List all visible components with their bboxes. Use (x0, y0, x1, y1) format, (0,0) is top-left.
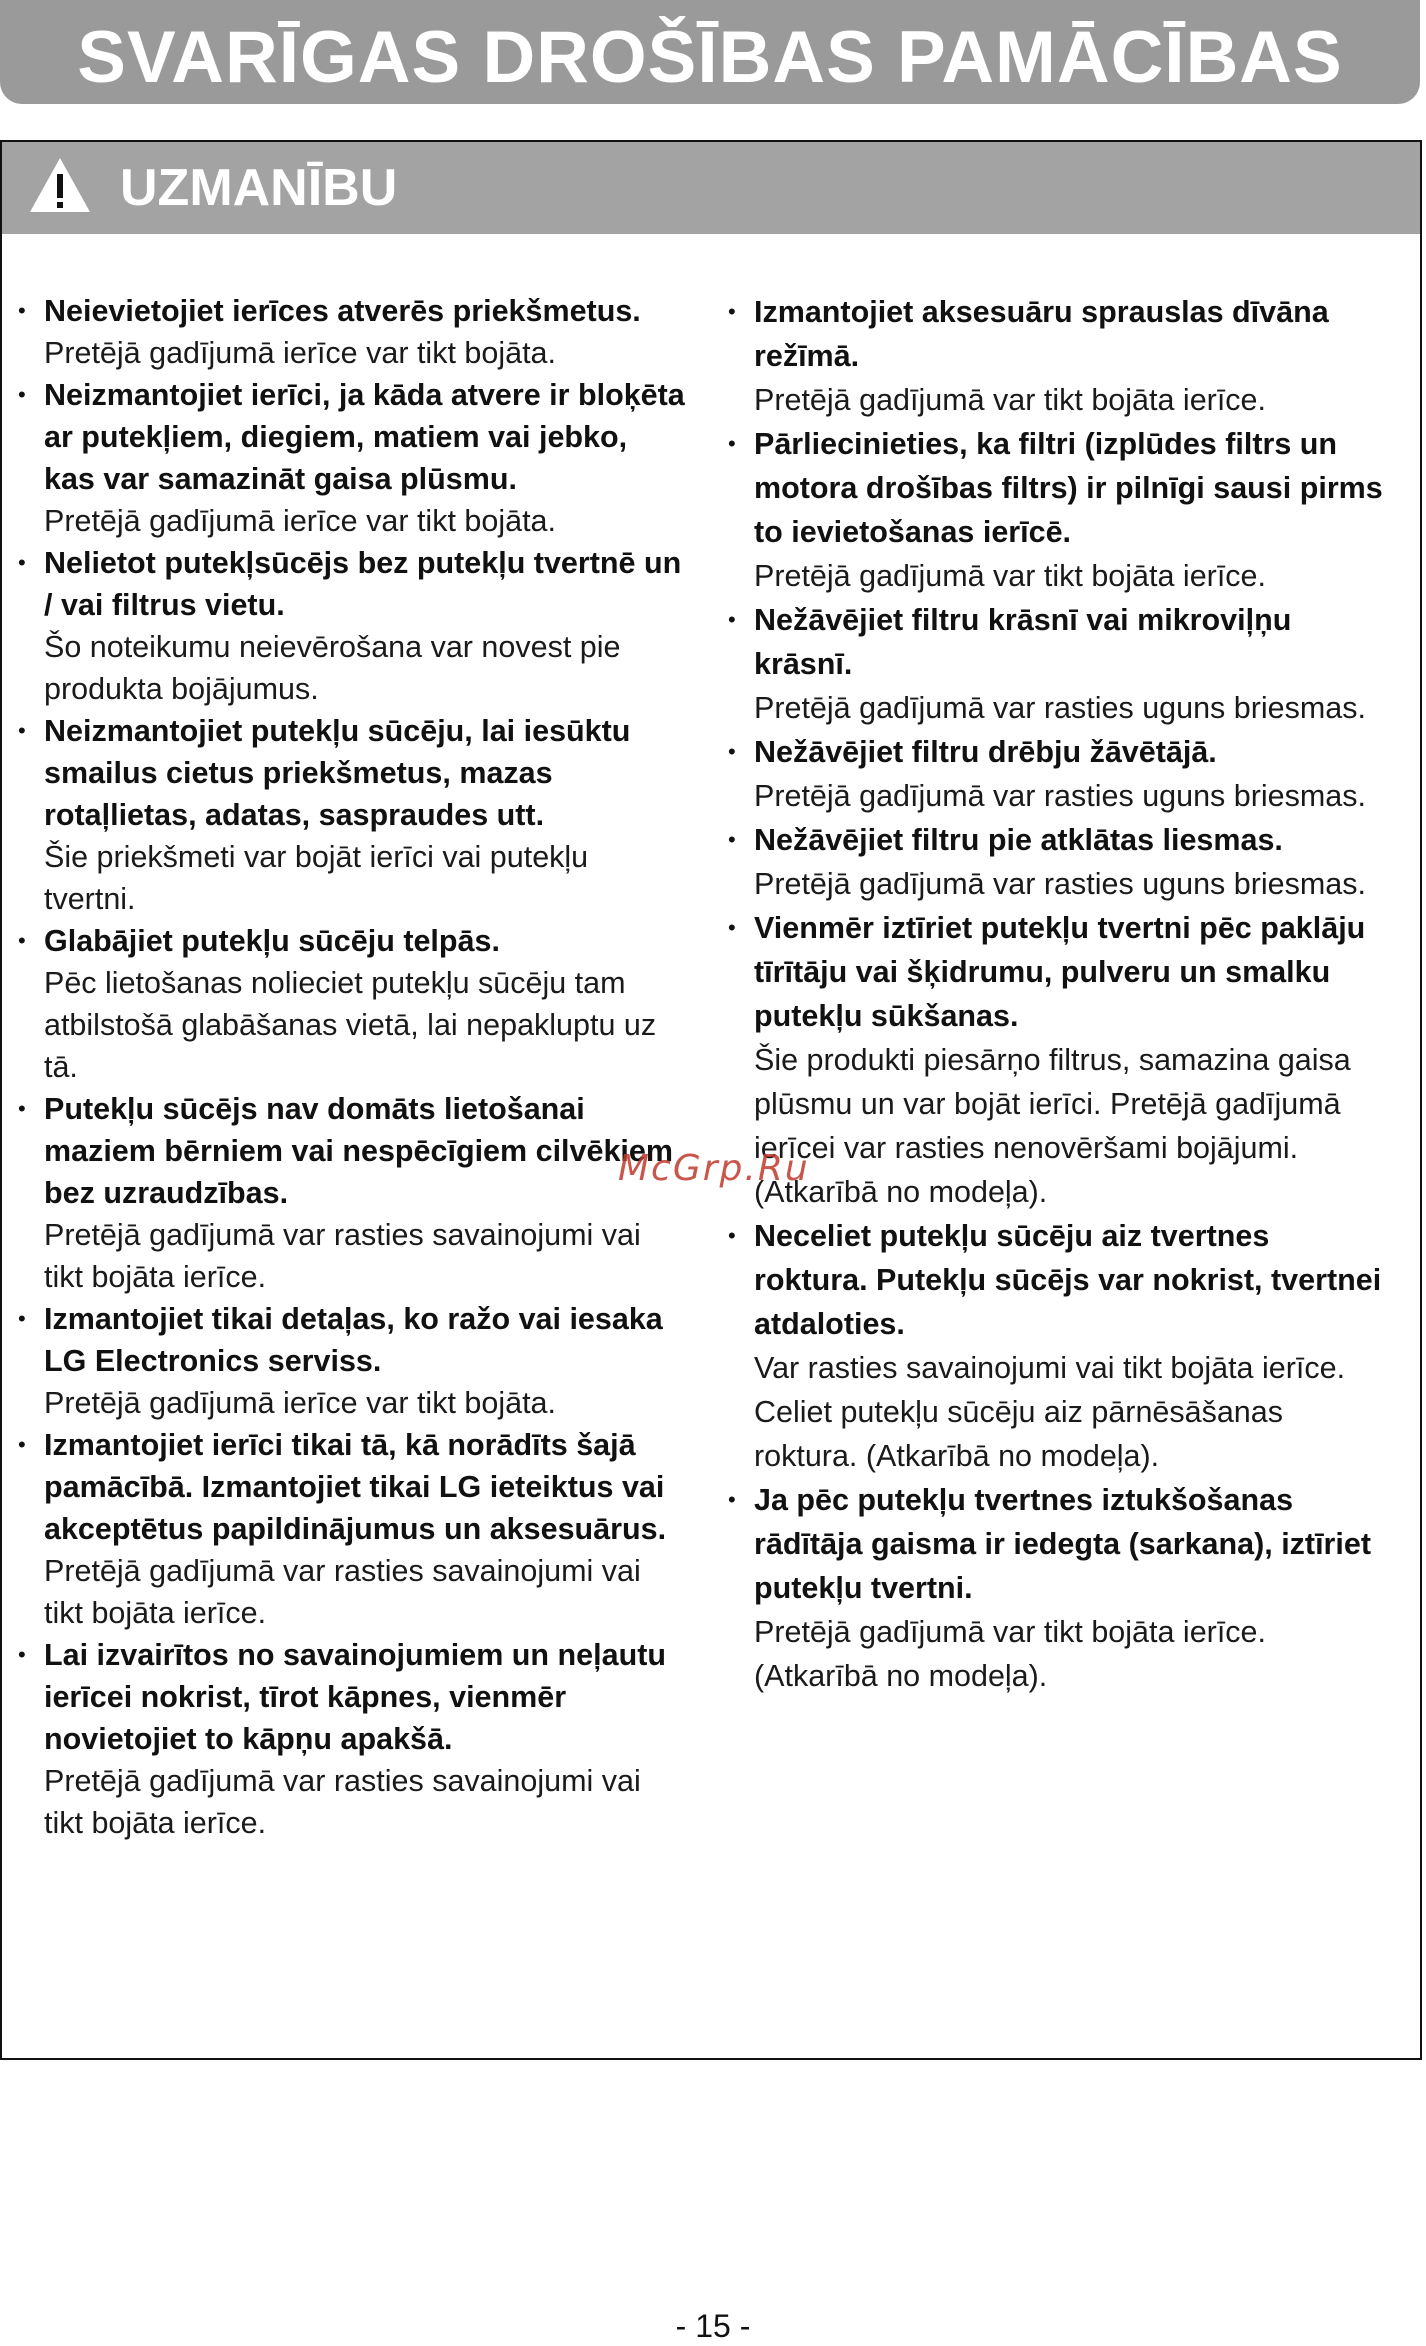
safety-item (18, 920, 686, 1088)
right-column (728, 290, 1388, 1698)
bullet-icon: • (18, 1306, 26, 1331)
safety-item-text: Pretējā gadījumā ierīce var tikt bojāta. (44, 504, 556, 538)
bullet-icon: • (18, 382, 26, 407)
bullet-icon: • (18, 1432, 26, 1457)
safety-item-title: Neizmantojiet putekļu sūcēju, lai iesūktu smailus cietus priekšmetus, mazas rotaļlietas, adatas, saspraudes utt. (44, 714, 631, 832)
safety-item (18, 1634, 686, 1844)
safety-item (18, 374, 686, 542)
safety-item-title: Glabājiet putekļu sūcēju telpās. (44, 924, 500, 958)
safety-item (18, 1424, 686, 1634)
bullet-icon: • (18, 718, 26, 743)
bullet-icon: • (728, 431, 736, 456)
safety-item-text: Var rasties savainojumi vai tikt bojāta ierīce. Celiet putekļu sūcēju aiz pārnēsāšanas roktura. (Atkarībā no modeļa). (754, 1351, 1346, 1473)
safety-item (18, 710, 686, 920)
bullet-icon: • (728, 1223, 736, 1248)
safety-item-text: Pretējā gadījumā var tikt bojāta ierīce. (Atkarībā no modeļa). (754, 1615, 1266, 1693)
bullet-icon: • (728, 1487, 736, 1512)
safety-item (18, 1298, 686, 1424)
safety-item-text: Pretējā gadījumā var rasties uguns briesmas. (754, 691, 1366, 725)
safety-item-title: Nežāvējiet filtru drēbju žāvētājā. (754, 735, 1217, 769)
safety-item (18, 290, 686, 374)
page-title: SVARĪGAS DROŠĪBAS PAMĀCĪBAS (77, 17, 1343, 98)
safety-item (18, 542, 686, 710)
page-number: - 15 - (675, 2308, 751, 2344)
bullet-icon: • (18, 298, 26, 323)
bullet-icon: • (728, 607, 736, 632)
bullet-icon: • (728, 739, 736, 764)
safety-item-text: Pretējā gadījumā ierīce var tikt bojāta. (44, 1386, 556, 1420)
safety-item-text: Šie priekšmeti var bojāt ierīci vai putekļu tvertni. (44, 840, 589, 916)
safety-item (728, 906, 1388, 1214)
safety-item-title: Putekļu sūcējs nav domāts lietošanai maziem bērniem vai nespēcīgiem cilvēkiem bez uzraudzības. (44, 1092, 673, 1210)
safety-item-title: Izmantojiet aksesuāru sprauslas dīvāna režīmā. (754, 295, 1329, 373)
caution-box (0, 140, 1422, 2060)
left-column (18, 290, 686, 1844)
safety-item (728, 598, 1388, 730)
safety-item-text: Pretējā gadījumā var rasties uguns briesmas. (754, 779, 1366, 813)
safety-item-text: Pretējā gadījumā var rasties savainojumi vai tikt bojāta ierīce. (44, 1764, 641, 1840)
caution-title: UZMANĪBU (120, 159, 398, 217)
safety-item (728, 1478, 1388, 1698)
safety-item (728, 818, 1388, 906)
safety-item-text: Pretējā gadījumā var rasties savainojumi vai tikt bojāta ierīce. (44, 1218, 641, 1294)
safety-item-text: Šo noteikumu neievērošana var novest pie produkta bojājumus. (44, 630, 621, 706)
bullet-icon: • (728, 299, 736, 324)
bullet-icon: • (728, 915, 736, 940)
safety-item-title: Nelietot putekļsūcējs bez putekļu tvertnē un / vai filtrus vietu. (44, 546, 682, 622)
safety-item-title: Lai izvairītos no savainojumiem un neļautu ierīcei nokrist, tīrot kāpnes, vienmēr novietojiet to kāpņu apakšā. (44, 1638, 666, 1756)
bullet-icon: • (18, 550, 26, 575)
safety-item-text: Pretējā gadījumā var tikt bojāta ierīce. (754, 383, 1266, 417)
safety-item (18, 1088, 686, 1298)
bullet-icon: • (728, 827, 736, 852)
bullet-icon: • (18, 1096, 26, 1121)
bullet-icon: • (18, 928, 26, 953)
warning-triangle-icon (28, 156, 92, 214)
safety-item-text: Pretējā gadījumā var rasties savainojumi vai tikt bojāta ierīce. (44, 1554, 641, 1630)
bullet-icon: • (18, 1642, 26, 1667)
safety-item-title: Izmantojiet tikai detaļas, ko ražo vai iesaka LG Electronics serviss. (44, 1302, 663, 1378)
safety-item-text: Šie produkti piesārņo filtrus, samazina gaisa plūsmu un var bojāt ierīci. Pretējā gadījumā ierīcei var rasties nenovēršami bojājumi. (Atkarībā no modeļa). (754, 1043, 1351, 1209)
safety-item-title: Neceliet putekļu sūcēju aiz tvertnes roktura. Putekļu sūcējs var nokrist, tvertnei atdaloties. (754, 1219, 1382, 1341)
safety-item-title: Neizmantojiet ierīci, ja kāda atvere ir bloķēta ar putekļiem, diegiem, matiem vai jebko, kas var samazināt gaisa plūsmu. (44, 378, 685, 496)
safety-item (728, 422, 1388, 598)
safety-item-text: Pēc lietošanas nolieciet putekļu sūcēju tam atbilstošā glabāšanas vietā, lai nepakluptu uz tā. (44, 966, 657, 1084)
safety-item (728, 730, 1388, 818)
safety-item-title: Nežāvējiet filtru krāsnī vai mikroviļņu krāsnī. (754, 603, 1292, 681)
safety-item-title: Neievietojiet ierīces atverēs priekšmetus. (44, 294, 641, 328)
safety-item-title: Vienmēr iztīriet putekļu tvertni pēc paklāju tīrītāju vai šķidrumu, pulveru un smalku putekļu sūkšanas. (754, 911, 1366, 1033)
caution-header (2, 142, 1420, 234)
safety-item-title: Nežāvējiet filtru pie atklātas liesmas. (754, 823, 1283, 857)
safety-item-text: Pretējā gadījumā var rasties uguns briesmas. (754, 867, 1366, 901)
safety-item-title: Ja pēc putekļu tvertnes iztukšošanas rādītāja gaisma ir iedegta (sarkana), iztīriet putekļu tvertni. (754, 1483, 1372, 1605)
safety-item-text: Pretējā gadījumā ierīce var tikt bojāta. (44, 336, 556, 370)
safety-item (728, 290, 1388, 422)
watermark: McGrp.Ru (618, 1148, 810, 1189)
safety-item-title: Izmantojiet ierīci tikai tā, kā norādīts šajā pamācībā. Izmantojiet tikai LG ieteiktus vai akceptētus papildinājumus un aksesuārus. (44, 1428, 667, 1546)
safety-item-title: Pārliecinieties, ka filtri (izplūdes filtrs un motora drošības filtrs) ir pilnīgi sausi pirms to ievietošanas ierīcē. (754, 427, 1383, 549)
safety-item-text: Pretējā gadījumā var tikt bojāta ierīce. (754, 559, 1266, 593)
safety-item (728, 1214, 1388, 1478)
